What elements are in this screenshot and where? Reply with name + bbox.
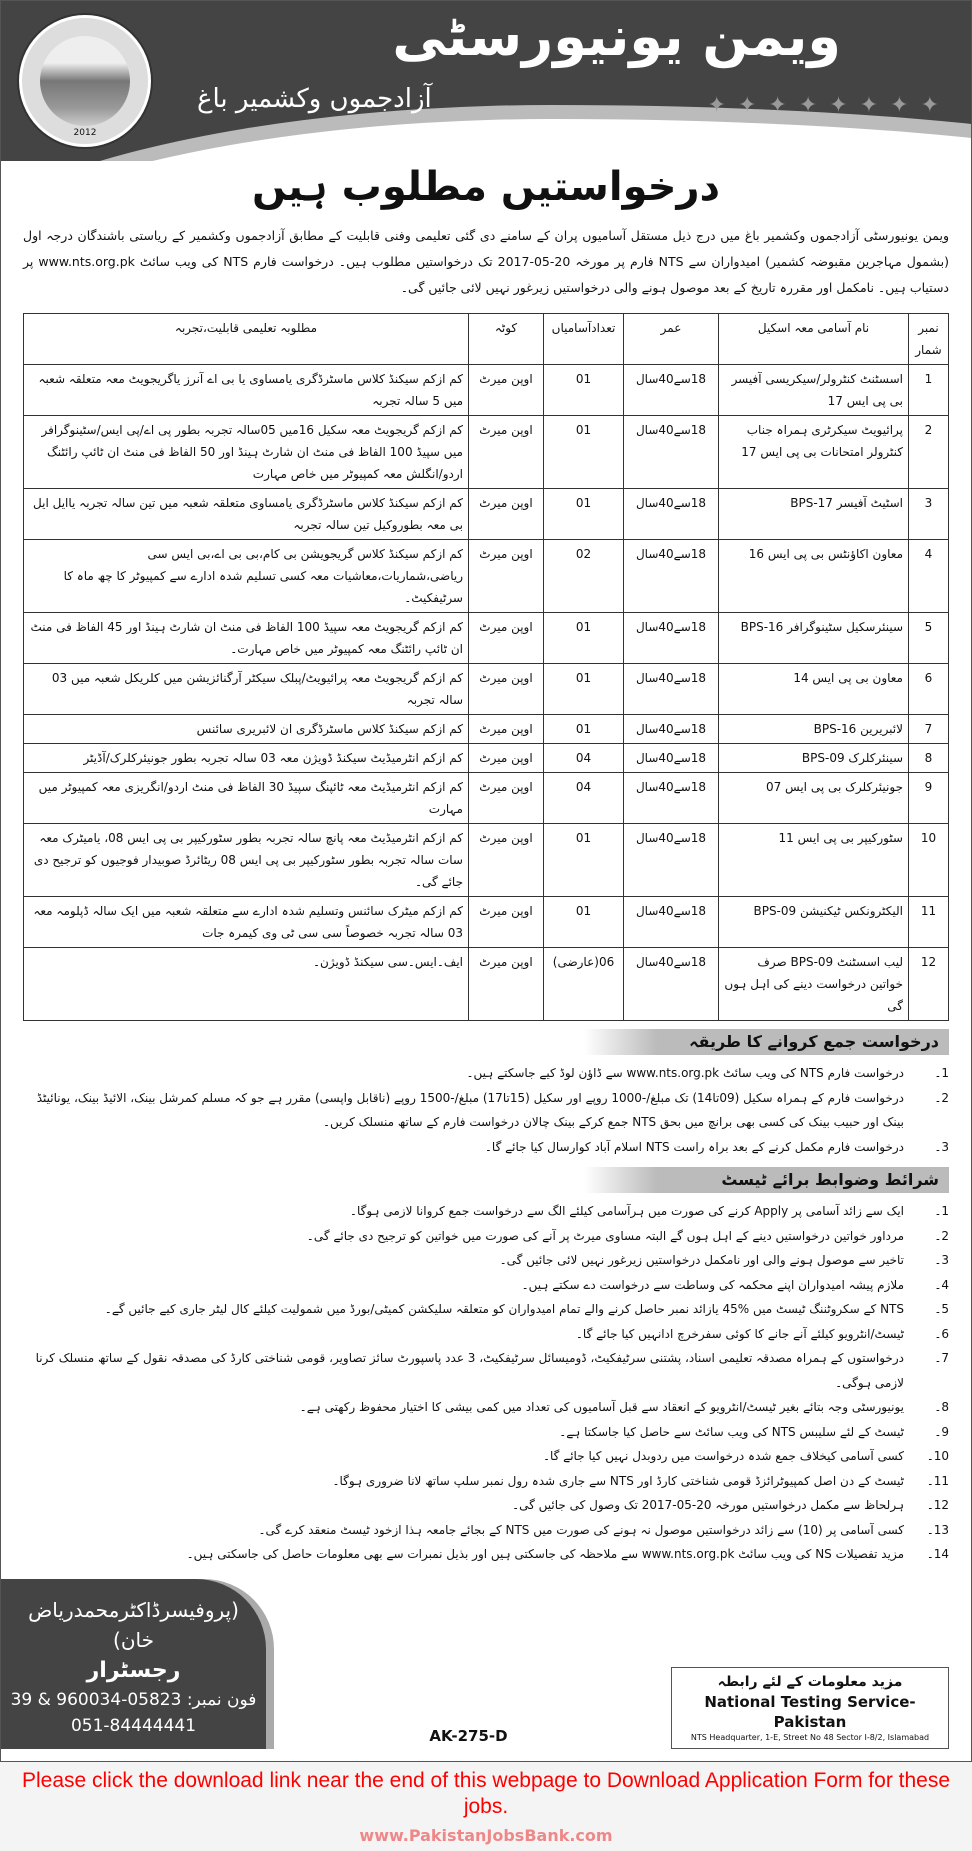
count-cell: 02 bbox=[544, 540, 624, 613]
list-item-number: 3۔ bbox=[934, 1139, 949, 1154]
qualification-cell: کم ازکم سیکنڈ کلاس ماسٹرڈگری یامساوی متعلقہ شعبہ میں تین سالہ تجربہ یاایل ایل بی معہ بطوروکیل تین سالہ تجربہ bbox=[24, 489, 469, 540]
list-item-number: 9۔ bbox=[934, 1424, 949, 1439]
count-cell: 06(عارضی) bbox=[544, 948, 624, 1021]
maple-leaves-decoration: ✦✦✦✦✦✦✦✦ bbox=[707, 93, 951, 118]
list-item-text: درخواستوں کے ہمراہ مصدقہ تعلیمی اسناد، پشتنی سرٹیفکیٹ، ڈومیسائل سرٹیفکیٹ، 3 عدد پاسپورٹ سائز تصاویر، قومی شناختی کارڈ کی مصدقہ نقول کے ساتھ منسلک کرنا لازمی ہوگی۔ bbox=[35, 1351, 904, 1390]
table-row bbox=[24, 489, 949, 540]
qualification-cell: کم ازکم سیکنڈ کلاس گریجویشن بی کام،بی بی اے،بی ایس سی ریاضی،شماریات،معاشیات معہ کسی تسلیم شدہ ادارے سے کمپیوٹر کا چھ ماہ کا سرٹیفکیٹ۔ bbox=[24, 540, 469, 613]
age-cell: 18سے40سال bbox=[624, 489, 719, 540]
procedure-list bbox=[23, 1061, 949, 1159]
post-cell: پرائیویٹ سیکرٹری ہمراہ جناب کنٹرولر امتحانات بی پی ایس 17 bbox=[719, 416, 909, 489]
list-item-number: 7۔ bbox=[934, 1351, 949, 1365]
serial-cell: 2 bbox=[909, 416, 949, 489]
list-item bbox=[23, 1493, 949, 1518]
qualification-cell: کم ازکم سیکنڈ کلاس ماسٹرڈگری یامساوی یا بی اے آنرز یاگریجویٹ معہ متعلقہ شعبہ میں 5 سالہ تجربہ bbox=[24, 365, 469, 416]
list-item-number: 3۔ bbox=[934, 1253, 949, 1267]
post-cell: سٹورکیپر بی پی ایس 11 bbox=[719, 824, 909, 897]
table-row bbox=[24, 744, 949, 773]
serial-cell: 5 bbox=[909, 613, 949, 664]
qualification-cell: کم ازکم گریجویٹ معہ سپیڈ 100 الفاظ فی منٹ ان شارٹ ہینڈ اور 45 الفاظ فی منٹ ان ٹائپ رائٹنگ معہ کمپیوٹر میں خاص مہارت۔ bbox=[24, 613, 469, 664]
table-row bbox=[24, 824, 949, 897]
serial-cell: 9 bbox=[909, 773, 949, 824]
list-item bbox=[23, 1346, 949, 1395]
phone-number-2: 051-84444441 bbox=[70, 1715, 197, 1736]
age-cell: 18سے40سال bbox=[624, 613, 719, 664]
list-item bbox=[23, 1273, 949, 1298]
list-item bbox=[23, 1469, 949, 1494]
table-row bbox=[24, 664, 949, 715]
table-row bbox=[24, 948, 949, 1021]
column-header: مطلوبہ تعلیمی قابلیت،تجربہ bbox=[24, 314, 469, 365]
quota-cell: اوپن میرٹ bbox=[469, 613, 544, 664]
qualification-cell: کم ازکم گریجویٹ معہ سکیل 16میں 05سالہ تجربہ بطور پی اے/پی ایس/سٹینوگرافر میں سپیڈ 100 الفاظ فی منٹ ان شارٹ ہینڈ اور 50 الفاظ فی منٹ ان ٹائپ رائٹنگ اردو/انگلش معہ کمپیوٹر میں خاص مہارت bbox=[24, 416, 469, 489]
list-item-number: 13۔ bbox=[926, 1522, 949, 1537]
list-item bbox=[23, 1420, 949, 1445]
phone-numbers: فون نمبر: 05823-960034 & 39 bbox=[10, 1689, 257, 1710]
post-cell: سینئرسکیل سٹینوگرافر BPS-16 bbox=[719, 613, 909, 664]
column-header: نام آسامی معہ اسکیل bbox=[719, 314, 909, 365]
content bbox=[1, 223, 971, 1749]
list-item bbox=[23, 1061, 949, 1086]
list-item-number: 5۔ bbox=[934, 1302, 949, 1316]
serial-cell: 3 bbox=[909, 489, 949, 540]
count-cell: 01 bbox=[544, 664, 624, 715]
list-item-number: 1۔ bbox=[934, 1066, 949, 1080]
list-item bbox=[23, 1086, 949, 1135]
serial-cell: 6 bbox=[909, 664, 949, 715]
list-item-number: 12۔ bbox=[926, 1498, 949, 1512]
serial-cell: 12 bbox=[909, 948, 949, 1021]
age-cell: 18سے40سال bbox=[624, 715, 719, 744]
list-item bbox=[23, 1542, 949, 1567]
list-item-text: کسی آسامی پر (10) سے زائد درخواستیں موصول نہ ہونے کی صورت میں NTS کے بجائے جامعہ ہذا ازخود ٹیسٹ منعقد کرے گی۔ bbox=[258, 1522, 904, 1537]
list-item-number: 1۔ bbox=[934, 1204, 949, 1218]
count-cell: 01 bbox=[544, 824, 624, 897]
list-item-text: درخواست فارم کے ہمراہ سکیل (09تا14) تک مبلغ/-1000 روپے اور سکیل (15تا17) مبلغ/-1500 روپے (ناقابل واپسی) مقرر ہے جو کہ مسلم کمرشل بینک، الائیڈ بینک، یونائیٹڈ بینک اور حبیب بینک کی کسی بھی برانچ میں بحق NTS جمع کرکے بینک چالان درخواست فارم کے ساتھ منسلک کریں۔ bbox=[36, 1090, 904, 1129]
post-cell: لیب اسسٹنٹ BPS-09 صرف خواتین درخواست دینے کی اہل ہوں گی bbox=[719, 948, 909, 1021]
rules-heading: شرائط وضوابط برائے ٹیسٹ bbox=[584, 1167, 949, 1193]
top-section bbox=[1, 1, 971, 223]
list-item-text: درخواست فارم مکمل کرنے کے بعد براہ راست NTS اسلام آباد کوارسال کیا جائے گا۔ bbox=[484, 1139, 904, 1154]
count-cell: 01 bbox=[544, 365, 624, 416]
list-item-text: یونیورسٹی وجہ بتائے بغیر ٹیسٹ/انٹرویو کے انعقاد سے قبل آسامیوں کی تعداد میں کمی بیشی کا اختیار محفوظ رکھتی ہے۔ bbox=[299, 1400, 904, 1414]
quota-cell: اوپن میرٹ bbox=[469, 948, 544, 1021]
positions-table bbox=[23, 313, 949, 1021]
footer bbox=[10, 1579, 949, 1749]
column-header: نمبرشمار bbox=[909, 314, 949, 365]
list-item-number: 10۔ bbox=[926, 1449, 949, 1463]
list-item bbox=[23, 1297, 949, 1322]
count-cell: 01 bbox=[544, 416, 624, 489]
post-cell: معاون بی پی ایس 14 bbox=[719, 664, 909, 715]
list-item-text: مرداور خواتین درخواستیں دینے کے اہل ہوں گے البتہ مساوی میرٹ پر آنے کی صورت میں خواتین کو ترجیح دی جائے گی۔ bbox=[306, 1228, 904, 1243]
count-cell: 04 bbox=[544, 744, 624, 773]
list-item bbox=[23, 1322, 949, 1347]
count-cell: 01 bbox=[544, 715, 624, 744]
table-row bbox=[24, 365, 949, 416]
quota-cell: اوپن میرٹ bbox=[469, 715, 544, 744]
list-item-text: ٹیسٹ کے لئے سلیبس NTS کی ویب سائٹ سے حاصل کیا جاسکتا ہے۔ bbox=[559, 1424, 904, 1439]
age-cell: 18سے40سال bbox=[624, 416, 719, 489]
quota-cell: اوپن میرٹ bbox=[469, 824, 544, 897]
watermark: www.PakistanJobsBank.com bbox=[359, 1825, 613, 1845]
serial-cell: 10 bbox=[909, 824, 949, 897]
post-cell: معاون اکاؤنٹس بی پی ایس 16 bbox=[719, 540, 909, 613]
list-item-number: 11۔ bbox=[926, 1473, 949, 1488]
post-cell: جونیئرکلرک بی پی ایس 07 bbox=[719, 773, 909, 824]
serial-cell: 4 bbox=[909, 540, 949, 613]
quota-cell: اوپن میرٹ bbox=[469, 773, 544, 824]
logo-year: 2012 bbox=[73, 128, 97, 138]
table-row bbox=[24, 715, 949, 744]
serial-cell: 1 bbox=[909, 365, 949, 416]
serial-cell: 7 bbox=[909, 715, 949, 744]
post-cell: الیکٹرونکس ٹیکنیشن BPS-09 bbox=[719, 897, 909, 948]
post-cell: اسٹیٹ آفیسر BPS-17 bbox=[719, 489, 909, 540]
qualification-cell: کم ازکم گریجویٹ معہ پرائیویٹ/پبلک سیکٹر آرگنائزیشن میں کلریکل شعبہ میں 03 سالہ تجربہ bbox=[24, 664, 469, 715]
list-item bbox=[23, 1224, 949, 1249]
qualification-cell: کم ازکم انٹرمیڈیٹ سیکنڈ ڈویژن معہ 03 سالہ تجربہ بطور جونیئرکلرک/آڈیٹر bbox=[24, 744, 469, 773]
qualification-cell: کم ازکم انٹرمیڈیٹ معہ پانچ سالہ تجربہ بطور سٹورکیپر بی پی ایس 08، یامیٹرک معہ سات سالہ تجربہ بطور سٹورکیپر بی پی ایس 08 ریٹائرڈ صوبیدار فوجیوں کو ترجیح دی جائے گی۔ bbox=[24, 824, 469, 897]
age-cell: 18سے40سال bbox=[624, 897, 719, 948]
count-cell: 01 bbox=[544, 489, 624, 540]
qualification-cell: کم ازکم انٹرمیڈیٹ معہ ٹائپنگ سپیڈ 30 الفاظ فی منٹ اردو/انگریزی معہ کمپیوٹر میں مہارت bbox=[24, 773, 469, 824]
list-item bbox=[23, 1248, 949, 1273]
quota-cell: اوپن میرٹ bbox=[469, 416, 544, 489]
table-row bbox=[24, 416, 949, 489]
quota-cell: اوپن میرٹ bbox=[469, 664, 544, 715]
post-cell: سینئرکلرک BPS-09 bbox=[719, 744, 909, 773]
list-item-text: ہرلحاظ سے مکمل درخواستیں مورخہ 20-05-2017 تک وصول کی جائیں گی۔ bbox=[512, 1498, 904, 1512]
table-header-row bbox=[24, 314, 949, 365]
list-item-number: 8۔ bbox=[934, 1400, 949, 1414]
qualification-cell: کم ازکم سیکنڈ کلاس ماسٹرڈگری ان لائبریری سائنس bbox=[24, 715, 469, 744]
age-cell: 18سے40سال bbox=[624, 948, 719, 1021]
table-row bbox=[24, 773, 949, 824]
quota-cell: اوپن میرٹ bbox=[469, 365, 544, 416]
post-cell: لائبریرین BPS-16 bbox=[719, 715, 909, 744]
intro-paragraph: ویمن یونیورسٹی آزادجموں وکشمیر باغ میں درج ذیل مستقل آسامیوں پران کے سامنے دی گئی تعلیمی وفنی قابلیت کے مطابق آزادجموں وکشمیر کے ریاستی باشندگان درجہ اول (بشمول مہاجرین مقبوضہ کشمیر) امیدواران سے NTS فارم پر مورخہ 20-05-2017 تک درخواستیں مطلوب ہیں۔ درخواست فارم NTS کی ویب سائٹ www.nts.org.pk پر دستیاب ہیں۔ نامکمل اور مقررہ تاریخ کے بعد موصول ہونے والی درخواستیں زیرغور نہیں لائی جائیں گی۔ bbox=[23, 228, 949, 295]
qualification-cell: ایف۔ایس۔سی سیکنڈ ڈویژن۔ bbox=[24, 948, 469, 1021]
qualification-cell: کم ازکم میٹرک سائنس وتسلیم شدہ ادارے سے متعلقہ شعبہ میں ایک سالہ ڈپلومہ معہ 03 سالہ تجربہ خصوصاً سی سی ٹی وی کیمرہ جات bbox=[24, 897, 469, 948]
registrar-name: (پروفیسرڈاکٹرمحمدریاض خان) bbox=[28, 1597, 239, 1652]
column-header: عمر bbox=[624, 314, 719, 365]
list-item-text: درخواست فارم NTS کی ویب سائٹ www.nts.org.pk سے ڈاؤن لوڈ کیے جاسکتے ہیں۔ bbox=[466, 1066, 904, 1080]
post-cell: اسسٹنٹ کنٹرولر/سیکریسی آفیسر بی پی ایس 17 bbox=[719, 365, 909, 416]
university-name: ویمن یونیورسٹی bbox=[392, 5, 841, 68]
list-item-text: NTS کے سکروٹننگ ٹیسٹ میں %45 یازائد نمبر حاصل کرنے والے تمام امیدواران کو متعلقہ سلیکشن کمیٹی/بورڈ میں شمولیت کیلئے کال لیٹر جاری کیے جائیں گے۔ bbox=[104, 1302, 904, 1316]
table-row bbox=[24, 897, 949, 948]
list-item-number: 6۔ bbox=[934, 1326, 949, 1341]
table-row bbox=[24, 613, 949, 664]
university-location: آزادجموں وکشمیر باغ bbox=[197, 84, 432, 114]
serial-cell: 11 bbox=[909, 897, 949, 948]
nts-address: NTS Headquarter, 1-E, Street No 48 Sector I-8/2, Islamabad bbox=[690, 1732, 930, 1742]
age-cell: 18سے40سال bbox=[624, 664, 719, 715]
list-item-text: تاخیر سے موصول ہونے والی اور نامکمل درخواستیں زیرغور نہیں لائی جائیں گی۔ bbox=[499, 1253, 904, 1267]
header-banner bbox=[1, 1, 971, 161]
age-cell: 18سے40سال bbox=[624, 773, 719, 824]
nts-name: National Testing Service-Pakistan bbox=[704, 1692, 916, 1731]
list-item bbox=[23, 1444, 949, 1469]
column-header: کوٹہ bbox=[469, 314, 544, 365]
quota-cell: اوپن میرٹ bbox=[469, 744, 544, 773]
rules-list bbox=[23, 1199, 949, 1567]
page-title: درخواستیں مطلوب ہیں bbox=[251, 164, 721, 210]
list-item-number: 2۔ bbox=[934, 1090, 949, 1105]
list-item-text: ٹیسٹ کے دن اصل کمپیوٹرائزڈ قومی شناختی کارڈ اور NTS سے جاری شدہ رول نمبر سلپ ساتھ لانا ضروری ہوگا۔ bbox=[332, 1473, 904, 1488]
download-notice[interactable]: Please click the download link near the end of this webpage to Download Application Form for these jobs. bbox=[21, 1768, 951, 1818]
list-item-text: ایک سے زائد آسامی پر Apply کرنے کی صورت میں ہرآسامی کیلئے الگ سے درخواست جمع کروانا لازمی ہوگا۔ bbox=[349, 1204, 904, 1218]
age-cell: 18سے40سال bbox=[624, 744, 719, 773]
list-item-text: ملازم پیشہ امیدواران اپنے محکمہ کی وساطت سے درخواست دے سکتے ہیں۔ bbox=[521, 1277, 904, 1292]
procedure-heading: درخواست جمع کروانے کا طریقہ bbox=[584, 1029, 949, 1055]
list-item-text: مزید تفصیلات NS کی ویب سائٹ www.nts.org.pk سے ملاحظہ کی جاسکتی ہیں اور بذیل نمبرات سے بھی معلومات حاصل کی جاسکتی ہیں۔ bbox=[186, 1547, 904, 1561]
column-header: تعدادآسامیاں bbox=[544, 314, 624, 365]
quota-cell: اوپن میرٹ bbox=[469, 489, 544, 540]
count-cell: 04 bbox=[544, 773, 624, 824]
university-logo bbox=[19, 15, 151, 147]
list-item-number: 14۔ bbox=[926, 1547, 949, 1561]
ad-code: AK-275-D bbox=[429, 1726, 508, 1745]
count-cell: 01 bbox=[544, 613, 624, 664]
header-curve bbox=[1, 119, 971, 161]
table-row bbox=[24, 540, 949, 613]
count-cell: 01 bbox=[544, 897, 624, 948]
quota-cell: اوپن میرٹ bbox=[469, 540, 544, 613]
age-cell: 18سے40سال bbox=[624, 540, 719, 613]
registrar-designation: رجسٹرار bbox=[86, 1657, 181, 1683]
list-item-number: 2۔ bbox=[934, 1228, 949, 1243]
list-item bbox=[23, 1395, 949, 1420]
quota-cell: اوپن میرٹ bbox=[469, 897, 544, 948]
nts-contact-heading: مزید معلومات کے لئے رابطہ bbox=[717, 1673, 903, 1690]
list-item-number: 4۔ bbox=[934, 1277, 949, 1292]
list-item bbox=[23, 1199, 949, 1224]
list-item-text: کسی آسامی کیخلاف جمع شدہ درخواست میں ردوبدل نہیں کیا جائے گا۔ bbox=[542, 1449, 904, 1463]
list-item bbox=[23, 1135, 949, 1160]
nts-contact-box bbox=[671, 1667, 949, 1749]
registrar-signature-box bbox=[1, 1579, 266, 1749]
list-item bbox=[23, 1518, 949, 1543]
age-cell: 18سے40سال bbox=[624, 365, 719, 416]
serial-cell: 8 bbox=[909, 744, 949, 773]
list-item-text: ٹیسٹ/انٹرویو کیلئے آنے جانے کا کوئی سفرخرچ ادانہیں کیا جائے گا۔ bbox=[575, 1326, 904, 1341]
age-cell: 18سے40سال bbox=[624, 824, 719, 897]
